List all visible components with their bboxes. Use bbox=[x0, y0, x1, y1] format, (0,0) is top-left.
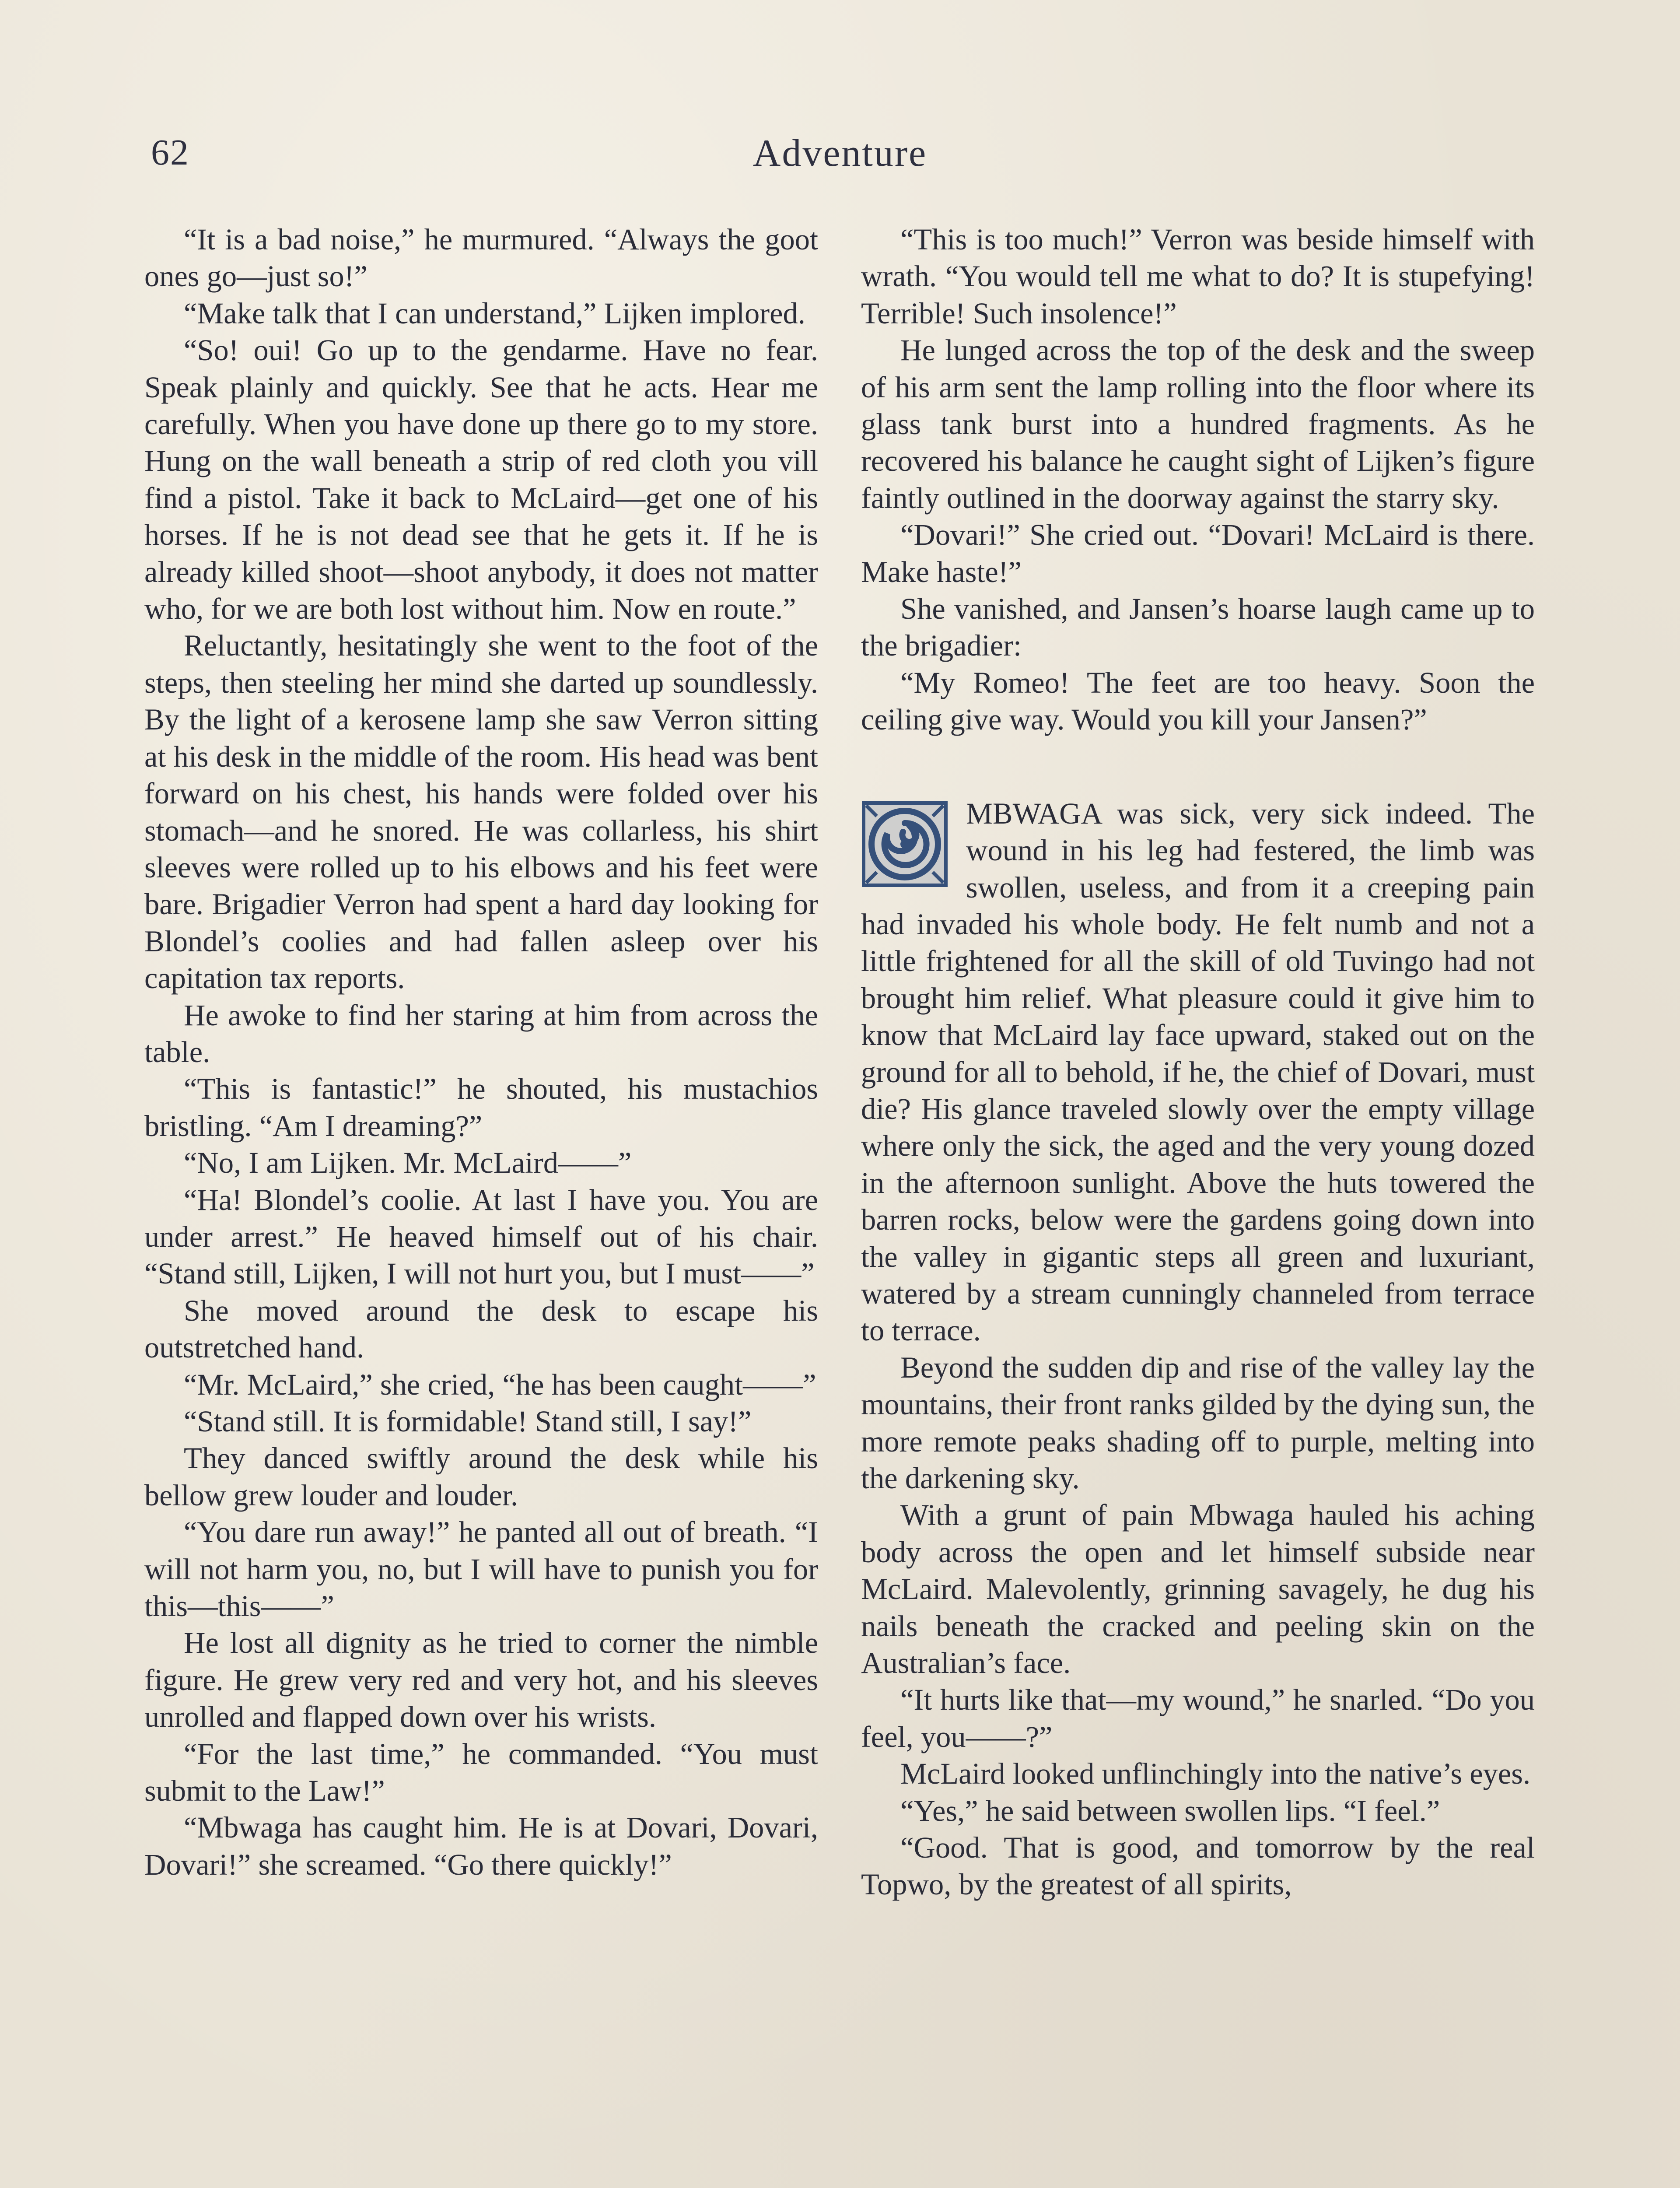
paragraph: “My Romeo! The feet are too heavy. Soon the ceiling give way. Would you kill your Jansen?” bbox=[861, 666, 1535, 736]
right-column bbox=[861, 221, 1535, 1903]
page-header bbox=[147, 131, 1533, 179]
paragraph: Beyond the sudden dip and rise of the valley lay the mountains, their front ranks gilded by the dying sun, the more remote peaks shading off to purple, melting into the darkening sky. bbox=[861, 1350, 1535, 1495]
paragraph: “Good. That is good, and tomorrow by the real Topwo, by the greatest of all spirits, bbox=[861, 1831, 1535, 1901]
paragraph: He lost all dignity as he tried to corner the nimble figure. He grew very red and very hot, and his sleeves unrolled and flapped down over his wrists. bbox=[144, 1626, 818, 1734]
paragraph: “Make talk that I can understand,” Lijken implored. bbox=[184, 296, 805, 330]
spiral-ornament-icon bbox=[861, 800, 948, 888]
running-title: Adventure bbox=[752, 132, 928, 175]
paragraph: “Ha! Blondel’s coolie. At last I have you. You are under arrest.” He heaved himself out of his chair. “Stand still, Lijken, I will not hurt you, but I must——” bbox=[144, 1183, 818, 1290]
paragraph: They danced swiftly around the desk while his bellow grew louder and louder. bbox=[144, 1441, 818, 1512]
paragraph: “Dovari!” She cried out. “Dovari! McLaird is there. Make haste!” bbox=[861, 518, 1535, 589]
paragraph: “You dare run away!” he panted all out of breath. “I will not harm you, no, but I will have to punish you for this—this——” bbox=[144, 1515, 818, 1623]
section-break bbox=[861, 795, 1535, 1349]
paragraph: “Mbwaga has caught him. He is at Dovari, Dovari, Dovari!” she screamed. “Go there quickly!” bbox=[144, 1811, 818, 1881]
paragraph: “No, I am Lijken. Mr. McLaird——” bbox=[184, 1146, 632, 1180]
paragraph: “This is too much!” Verron was beside himself with wrath. “You would tell me what to do? It is stupefying! Terrible! Such insolence!” bbox=[861, 223, 1535, 330]
paragraph: “This is fantastic!” he shouted, his mustachios bristling. “Am I dreaming?” bbox=[144, 1072, 818, 1143]
paragraph: “Stand still. It is formidable! Stand still, I say!” bbox=[184, 1405, 752, 1438]
paragraph: Reluctantly, hesitatingly she went to the foot of the steps, then steeling her mind she darted up soundlessly. By the light of a kerosene lamp she saw Verron sitting at his desk in the middle of the room. His head was bent forward on his chest, his hands were folded over his stomach—and he snored. He was collarless, his shirt sleeves were rolled up to his elbows and his feet were bare. Brigadier Verron had spent a hard day looking for Blondel’s coolies and had fallen asleep over his capitation tax reports. bbox=[144, 629, 818, 995]
left-column bbox=[144, 221, 818, 1883]
paragraph: He awoke to find her staring at him from across the table. bbox=[144, 998, 818, 1069]
paragraph: “So! oui! Go up to the gendarme. Have no fear. Speak plainly and quickly. See that he acts. Hear me carefully. When you have done up there go to my store. Hung on the wall beneath a strip of red cloth you vill find a pistol. Take it back to McLaird—get one of his horses. If he is not dead see that he gets it. If he is already killed shoot—shoot anybody, it does not matter who, for we are both lost without him. Now en route.” bbox=[144, 333, 818, 626]
paragraph: She moved around the desk to escape his outstretched hand. bbox=[144, 1294, 818, 1364]
paragraph: He lunged across the top of the desk and the sweep of his arm sent the lamp rolling into the floor where its glass tank burst into a hundred fragments. As he recovered his balance he caught sight of Lijken’s figure faintly outlined in the doorway against the starry sky. bbox=[861, 333, 1535, 515]
paragraph: “For the last time,” he commanded. “You must submit to the Law!” bbox=[144, 1737, 818, 1808]
paragraph: “It is a bad noise,” he murmured. “Always the goot ones go—just so!” bbox=[144, 223, 818, 293]
paragraph: McLaird looked unflinchingly into the native’s eyes. bbox=[900, 1757, 1531, 1791]
section-start-paragraph: MBWAGA was sick, very sick indeed. The wound in his leg had festered, the limb was swollen, useless, and from it a creeping pain had invaded his whole body. He felt numb and not a little frightened for all the skill of old Tuvingo had not brought him relief. What pleasure could it give him to know that McLaird lay face upward, staked out on the ground for all to behold, if he, the chief of Dovari, must die? His glance traveled slowly over the empty village where only the sick, the aged and the very young dozed in the afternoon sunlight. Above the huts towered the barren rocks, below were the gardens going down into the valley in gigantic steps all green and luxuriant, watered by a stream cunningly channeled from terrace to terrace. bbox=[861, 796, 1535, 1347]
page-number: 62 bbox=[151, 132, 189, 173]
paragraph: “Yes,” he said between swollen lips. “I feel.” bbox=[900, 1794, 1440, 1827]
paragraph: “It hurts like that—my wound,” he snarled. “Do you feel, you——?” bbox=[861, 1683, 1535, 1753]
paragraph: She vanished, and Jansen’s hoarse laugh came up to the brigadier: bbox=[861, 592, 1535, 663]
paragraph: “Mr. McLaird,” she cried, “he has been caught——” bbox=[184, 1368, 816, 1401]
paragraph: With a grunt of pain Mbwaga hauled his aching body across the open and let himself subside near McLaird. Malevolently, grinning savagely, he dug his nails beneath the cracked and peeling skin on the Australian’s face. bbox=[861, 1498, 1535, 1680]
